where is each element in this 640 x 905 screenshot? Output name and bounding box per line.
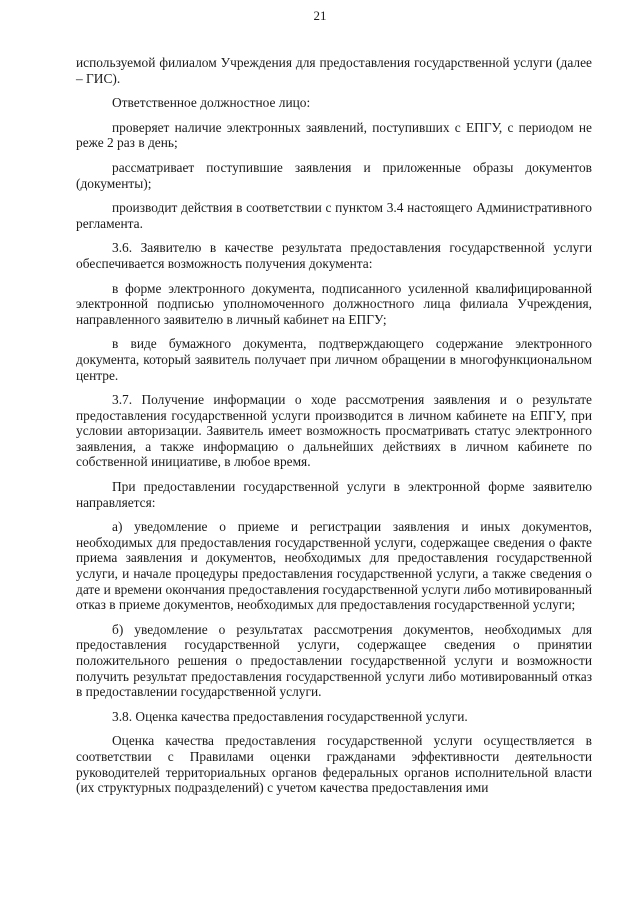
- paragraph: в виде бумажного документа, подтверждающего содержание электронного документа, который заявитель получает при личном обращении в многофункциональном центре.: [76, 336, 592, 383]
- paragraph: производит действия в соответствии с пунктом 3.4 настоящего Административного регламента.: [76, 200, 592, 231]
- section-3-6: 3.6. Заявителю в качестве результата предоставления государственной услуги обеспечивается возможность получения документа:: [76, 240, 592, 271]
- paragraph: используемой филиалом Учреждения для предоставления государственной услуги (далее – ГИС).: [76, 55, 592, 86]
- paragraph: проверяет наличие электронных заявлений, поступивших с ЕПГУ, с периодом не реже 2 раз в день;: [76, 119, 592, 151]
- paragraph: Оценка качества предоставления государственной услуги осуществляется в соответствии с Правилами оценки гражданами эффективности деятельности руководителей территориальных органов федеральных органов исполнительной власти (их структурных подразделений) с учетом качества предоставления ими: [76, 733, 592, 796]
- list-item-a: а) уведомление о приеме и регистрации заявления и иных документов, необходимых для предоставления государственной услуги, содержащее сведения о факте приема заявления и документов, необходимых для предоставления государственной услуги, и начале процедуры предоставления государственной услуги, а также сведения о дате и времени окончания предоставления государственной услуги либо мотивированный отказ в приеме документов, необходимых для предоставления государственной услуги;: [76, 519, 592, 613]
- paragraph: в форме электронного документа, подписанного усиленной квалифицированной электронной подписью уполномоченного должностного лица филиала Учреждения, направленного заявителю в личный кабинет на ЕПГУ;: [76, 280, 592, 327]
- paragraph: При предоставлении государственной услуги в электронной форме заявителю направляется:: [76, 479, 592, 510]
- section-3-7: 3.7. Получение информации о ходе рассмотрения заявления и о результате предоставления государственной услуги производится в личном кабинете на ЕПГУ, при условии авторизации. Заявитель имеет возможность просматривать статус электронного заявления, а также информацию о дальнейших действиях в личном кабинете по собственной инициативе, в любое время.: [76, 392, 592, 470]
- paragraph: Ответственное должностное лицо:: [112, 95, 311, 111]
- document-body: [76, 55, 592, 805]
- page-number: 21: [313, 8, 327, 23]
- section-3-8: 3.8. Оценка качества предоставления государственной услуги.: [112, 708, 468, 724]
- paragraph: рассматривает поступившие заявления и приложенные образы документов (документы);: [76, 159, 592, 191]
- list-item-b: б) уведомление о результатах рассмотрения документов, необходимых для предоставления государственной услуги, содержащее сведения о принятии положительного решения о предоставлении государственной услуги и возможности получить результат предоставления государственной услуги либо мотивированный отказ в предоставлении государственной услуги.: [76, 621, 592, 700]
